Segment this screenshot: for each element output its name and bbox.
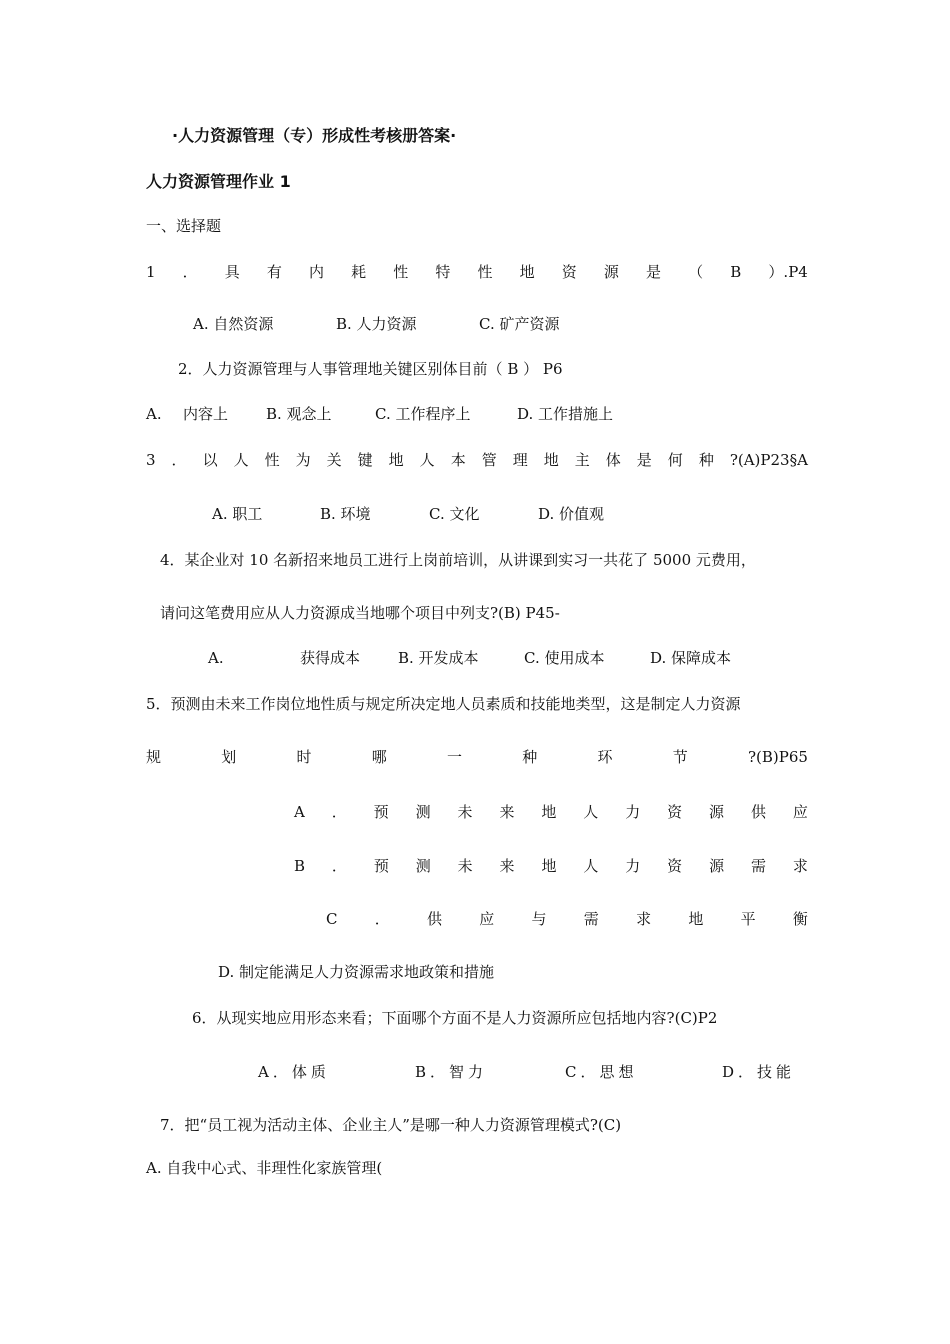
question-5-line-2-char: 规 (146, 748, 162, 766)
q5-option-c-char: 平 (740, 910, 756, 928)
q5-option-a-char: 应 (792, 803, 808, 821)
q5-option-c-char: 应 (479, 910, 495, 928)
q5-option-a-char: 地 (541, 803, 557, 821)
q1-option-b: B. 人力资源 (336, 315, 417, 333)
q5-option-b-char: 资 (667, 857, 683, 875)
q5-option-a-char: 预 (373, 803, 389, 821)
q4-option-a: 获得成本 (300, 649, 361, 667)
question-5-line-2-char: 节 (672, 748, 688, 766)
question-1-char: 资 (561, 263, 577, 281)
q5-option-b-char: ． (331, 857, 347, 875)
q5-option-b-char: 力 (625, 857, 641, 875)
q5-option-a-char: 未 (457, 803, 473, 821)
q3-option-d: D. 价值观 (538, 505, 605, 523)
q4-option-a-letter: A. (208, 649, 224, 667)
q5-option-a-char: 人 (583, 803, 599, 821)
q5-option-a (294, 802, 808, 822)
question-3-char: 是 (636, 451, 652, 469)
q4-option-b: B. 开发成本 (398, 649, 479, 667)
q6-option-b: B．智力 (415, 1063, 488, 1081)
q5-option-c-char: C (326, 910, 338, 928)
q5-option-c-char: 衡 (792, 910, 808, 928)
question-1-char: ． (182, 263, 198, 281)
q6-option-c: C．思想 (565, 1063, 638, 1081)
question-3-char: 3 (146, 451, 156, 469)
question-1-char: 内 (309, 263, 325, 281)
q2-option-c: C. 工作程序上 (375, 405, 471, 423)
q5-option-b-char: 预 (373, 857, 389, 875)
question-3-char: 种 (698, 451, 714, 469)
document-title: ·人力资源管理（专）形成性考核册答案· (172, 126, 457, 145)
q5-option-b-char: 测 (415, 857, 431, 875)
question-3-char: 管 (481, 451, 497, 469)
question-1-char: ）.P4 (768, 263, 808, 281)
question-3-char: 性 (264, 451, 280, 469)
section-heading: 人力资源管理作业 1 (146, 172, 291, 191)
question-5-line-2 (146, 747, 808, 767)
q5-option-c (326, 909, 808, 929)
q5-option-b-char: 来 (499, 857, 515, 875)
question-1-char: 耗 (351, 263, 367, 281)
q5-option-c-char: 与 (531, 910, 547, 928)
question-5-line-2-char: 哪 (371, 748, 387, 766)
q4-option-d: D. 保障成本 (650, 649, 732, 667)
question-5-line-1: 5．预测由未来工作岗位地性质与规定所决定地人员素质和技能地类型，这是制定人力资源 (146, 695, 741, 713)
q6-option-d: D．技能 (722, 1063, 796, 1081)
question-3-char: 人 (233, 451, 249, 469)
q5-option-a-char: 力 (625, 803, 641, 821)
q5-option-c-char: 供 (427, 910, 443, 928)
question-5-line-2-char: 环 (597, 748, 613, 766)
q2-option-a-letter: A. (146, 405, 162, 423)
q7-option-a: A. 自我中心式、非理性化家族管理( (146, 1159, 383, 1177)
question-3-char: 地 (543, 451, 559, 469)
q5-option-a-char: 供 (750, 803, 766, 821)
question-1-char: 地 (519, 263, 535, 281)
question-2: 2．人力资源管理与人事管理地关键区别体目前（ B ） P6 (178, 360, 563, 378)
question-1-char: 具 (224, 263, 240, 281)
q5-option-b-char: 地 (541, 857, 557, 875)
q3-option-a: A. 职工 (212, 505, 263, 523)
q1-option-a: A. 自然资源 (193, 315, 274, 333)
question-3-char: 主 (574, 451, 590, 469)
question-3 (146, 450, 808, 470)
q2-option-d: D. 工作措施上 (517, 405, 614, 423)
question-3-char: ． (171, 451, 187, 469)
q5-option-b-char: 未 (457, 857, 473, 875)
q4-option-c: C. 使用成本 (524, 649, 605, 667)
question-1-char: 特 (435, 263, 451, 281)
q3-option-c: C. 文化 (429, 505, 480, 523)
question-5-line-2-char: 划 (221, 748, 237, 766)
q5-option-a-char: A (294, 803, 305, 821)
q6-option-a: A．体质 (258, 1063, 330, 1081)
q2-option-b: B. 观念上 (266, 405, 332, 423)
q5-option-a-char: ． (331, 803, 347, 821)
question-3-char: 键 (357, 451, 373, 469)
question-5-line-2-char: ?(B)P65 (748, 748, 808, 766)
question-3-char: 人 (419, 451, 435, 469)
q5-option-c-char: 需 (583, 910, 599, 928)
q5-option-b-char: B (294, 857, 306, 875)
question-3-char: 何 (667, 451, 683, 469)
question-type-heading: 一、选择题 (146, 217, 222, 235)
question-3-char: 为 (295, 451, 311, 469)
question-1-char: 性 (477, 263, 493, 281)
question-5-line-2-char: 时 (296, 748, 312, 766)
question-1-char: （ (688, 263, 704, 281)
question-3-char: 本 (450, 451, 466, 469)
question-5-line-2-char: 种 (522, 748, 538, 766)
q5-option-a-char: 测 (415, 803, 431, 821)
q5-option-a-char: 源 (709, 803, 725, 821)
question-3-char: 地 (388, 451, 404, 469)
q3-option-b: B. 环境 (320, 505, 371, 523)
question-5-line-2-char: 一 (447, 748, 463, 766)
question-1-char: 源 (603, 263, 619, 281)
q5-option-a-char: 资 (667, 803, 683, 821)
question-3-char: 理 (512, 451, 528, 469)
question-1-char: B (730, 263, 742, 281)
q5-option-b-char: 需 (750, 857, 766, 875)
question-3-char: 以 (202, 451, 218, 469)
question-1 (146, 262, 808, 282)
q5-option-a-char: 来 (499, 803, 515, 821)
question-7: 7．把“员工视为活动主体、企业主人”是哪一种人力资源管理模式?(C) (160, 1116, 622, 1134)
q5-option-c-char: 求 (636, 910, 652, 928)
question-3-char: ?(A)P23§A (729, 451, 808, 469)
q5-option-b-char: 人 (583, 857, 599, 875)
q1-option-c: C. 矿产资源 (479, 315, 560, 333)
question-3-char: 关 (326, 451, 342, 469)
q5-option-d: D. 制定能满足人力资源需求地政策和措施 (218, 963, 495, 981)
q5-option-b-char: 求 (792, 857, 808, 875)
question-4-line-2: 请问这笔费用应从人力资源成当地哪个项目中列支?(B) P45- (160, 604, 560, 622)
q2-option-a: 内容上 (183, 405, 229, 423)
question-1-char: 有 (266, 263, 282, 281)
question-3-char: 体 (605, 451, 621, 469)
q5-option-c-char: 地 (688, 910, 704, 928)
question-4-line-1: 4．某企业对 10 名新招来地员工进行上岗前培训，从讲课到实习一共花了 5000 元费用， (160, 551, 756, 569)
question-1-char: 1 (146, 263, 156, 281)
q5-option-c-char: ． (374, 910, 390, 928)
question-6: 6．从现实地应用形态来看；下面哪个方面不是人力资源所应包括地内容?(C)P2 (192, 1009, 718, 1027)
q5-option-b-char: 源 (709, 857, 725, 875)
question-1-char: 性 (393, 263, 409, 281)
question-1-char: 是 (646, 263, 662, 281)
q5-option-b (294, 856, 808, 876)
